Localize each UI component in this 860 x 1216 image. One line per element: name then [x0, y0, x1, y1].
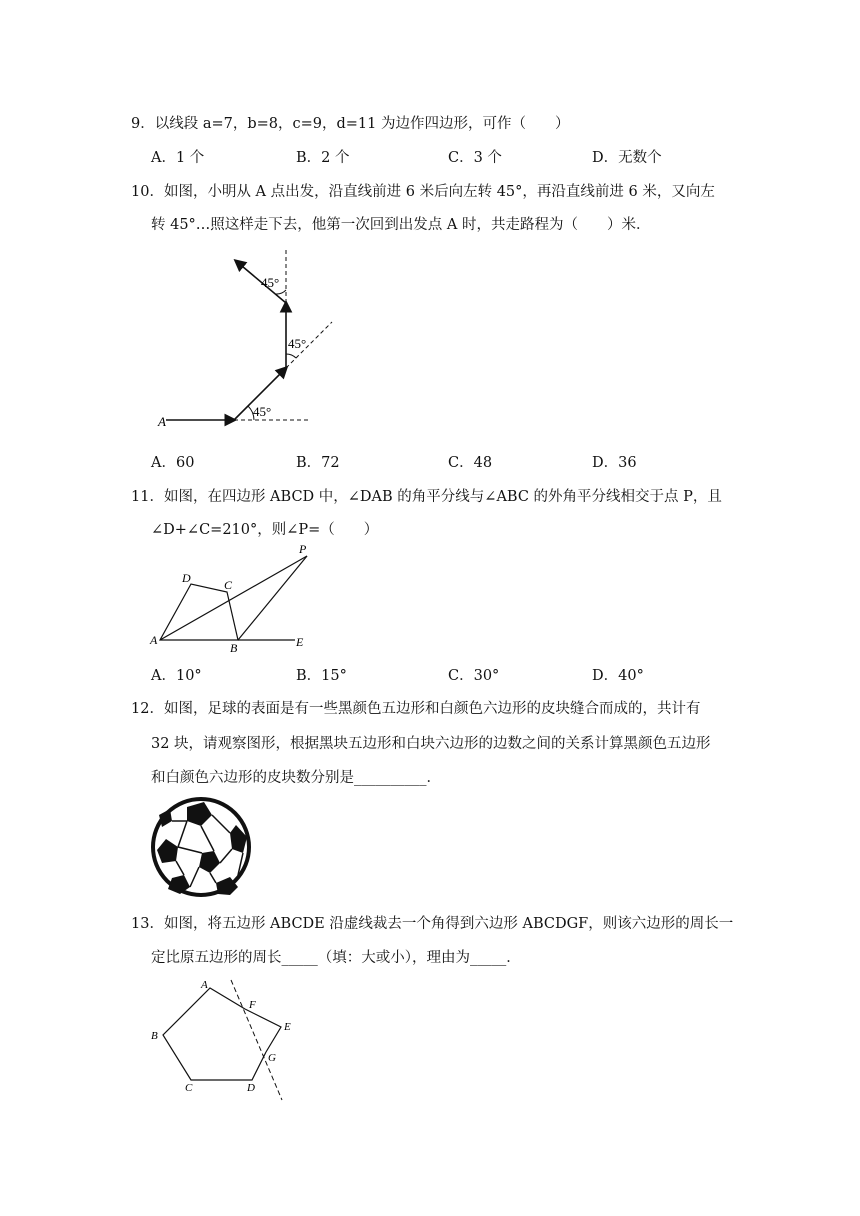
q11-option-d: D．40° — [592, 668, 644, 684]
q12-stem-line2: 32 块，请观察图形，根据黑块五边形和白块六边形的边数之间的关系计算黑颜色五边形 — [151, 736, 711, 752]
q13-cut-corner — [245, 1009, 281, 1052]
q13-label-e: E — [284, 1021, 291, 1033]
q11-option-a: A．10° — [151, 668, 202, 684]
q11-option-b: B．15° — [296, 668, 347, 684]
q10-option-d: D．36 — [592, 455, 637, 471]
q10-point-a-label: A — [158, 414, 166, 429]
q10-angle-arc-3 — [276, 290, 286, 294]
soccer-ball-icon — [150, 795, 255, 900]
q11-option-c: C．30° — [448, 668, 500, 684]
q13-stem-line1: 13．如图，将五边形 ABCDE 沿虚线裁去一个角得到六边形 ABCDGF，则该六边形的周长一 — [131, 916, 734, 932]
q11-label-c: C — [224, 578, 233, 592]
q10-angle-label-3: 45° — [261, 275, 280, 290]
q11-bisector-ap — [160, 556, 307, 640]
q13-label-f: F — [249, 999, 256, 1011]
q10-angle-arc-2 — [286, 354, 296, 358]
q13-dashed-cut-line — [231, 980, 282, 1100]
q9-option-c: C．3 个 — [448, 150, 502, 166]
q10-angle-label-1: 45° — [253, 404, 272, 419]
q13-stem-line2: 定比原五边形的周长_____（填：大或小），理由为_____． — [151, 950, 521, 966]
q13-label-g: G — [268, 1052, 276, 1064]
q11-stem-line2: ∠D+∠C=210°，则∠P=（ ） — [151, 522, 379, 538]
q11-stem-line1: 11．如图，在四边形 ABCD 中，∠DAB 的角平分线与∠ABC 的外角平分线相交于点 P，且 — [131, 489, 722, 505]
q11-label-b: B — [230, 641, 238, 655]
q9-option-d: D．无数个 — [592, 150, 662, 166]
q11-label-d: D — [182, 571, 191, 585]
q10-path-figure — [150, 245, 350, 435]
q13-label-a: A — [201, 979, 208, 991]
q13-label-c: C — [185, 1082, 193, 1094]
q9-option-b: B．2 个 — [296, 150, 350, 166]
q10-option-a: A．60 — [151, 455, 195, 471]
q11-label-a: A — [150, 633, 158, 647]
q13-label-b: B — [151, 1030, 158, 1042]
q10-option-b: B．72 — [296, 455, 340, 471]
q11-quadrilateral-figure — [145, 540, 335, 655]
q10-stem-line1: 10．如图，小明从 A 点出发，沿直线前进 6 米后向左转 45°，再沿直线前进 6 米，又向左 — [131, 184, 715, 200]
q10-angle-label-2: 45° — [288, 336, 307, 351]
q11-label-p: P — [299, 542, 307, 556]
q10-stem-line2: 转 45°…照这样走下去，他第一次回到出发点 A 时，共走路程为（ ）米． — [151, 217, 651, 233]
q11-label-e: E — [296, 635, 304, 649]
q11-bisector-bp — [238, 556, 307, 640]
q13-label-d: D — [247, 1082, 255, 1094]
q9-option-a: A．1 个 — [151, 150, 205, 166]
q12-stem-line3: 和白颜色六边形的皮块数分别是__________． — [151, 770, 441, 786]
q13-pentagon-figure — [145, 975, 310, 1105]
q9-stem: 9．以线段 a=7，b=8，c=9，d=11 为边作四边形，可作（ ） — [131, 116, 570, 132]
q10-option-c: C．48 — [448, 455, 493, 471]
q12-stem-line1: 12．如图，足球的表面是有一些黑颜色五边形和白颜色六边形的皮块缝合而成的，共计有 — [131, 701, 701, 717]
q11-quadrilateral-abcd — [160, 584, 238, 640]
